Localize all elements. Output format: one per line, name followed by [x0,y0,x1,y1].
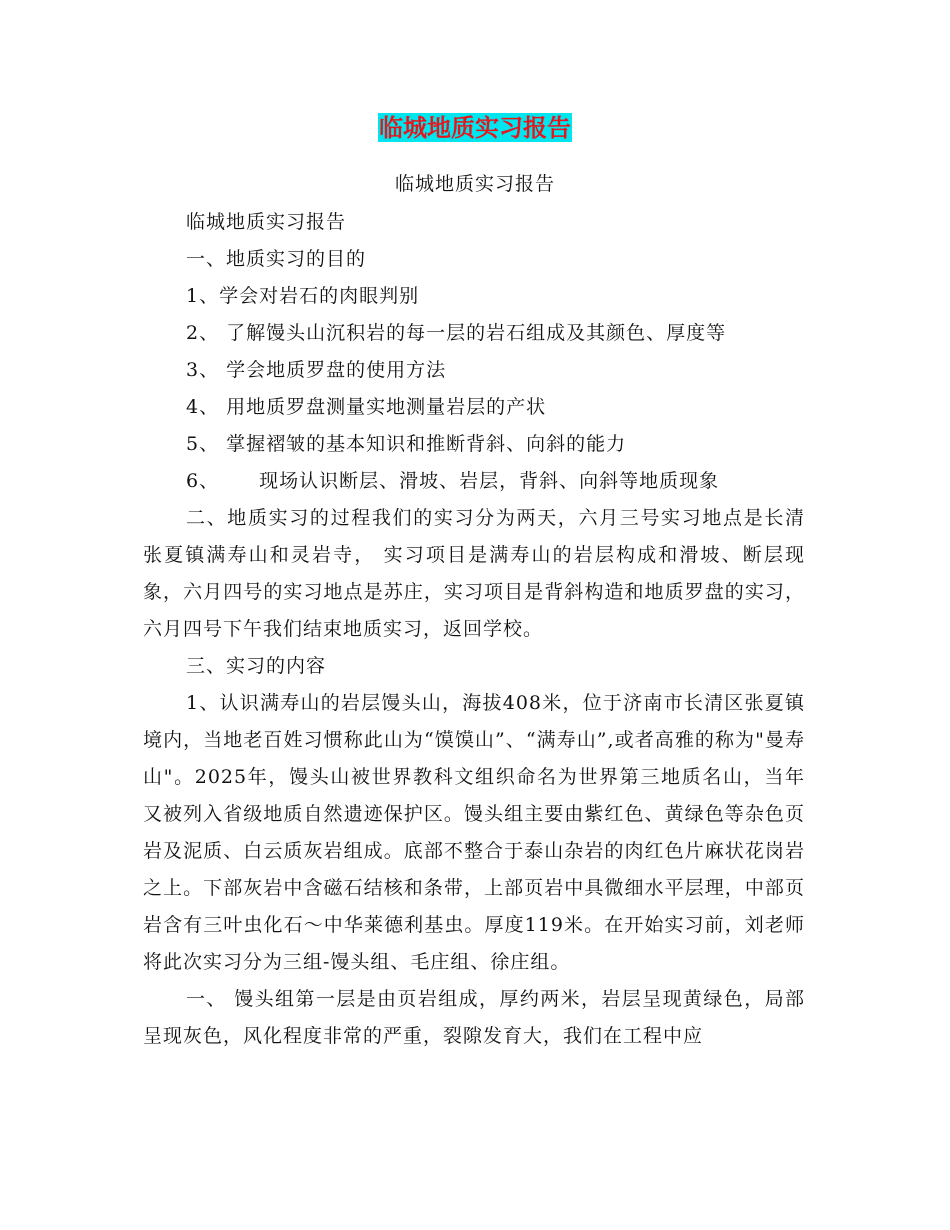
purpose-item-1: 1、学会对岩石的肉眼判别 [186,285,420,307]
paragraph-heading: 临城地质实习报告 [186,211,347,233]
document-title [0,112,950,144]
document-body [143,204,805,1055]
purpose-item-6-text: 现场认识断层、滑坡、岩层，背斜、向斜等地质现象 [259,470,720,492]
purpose-item-5: 5、 掌握褶皱的基本知识和推断背斜、向斜的能力 [186,433,627,455]
purpose-item-6-number: 6、 [186,470,220,492]
document-subtitle: 临城地质实习报告 [394,173,555,195]
section-process-paragraph: 二、地质实习的过程我们的实习分为两天，六月三号实习地点是长清张夏镇满寿山和灵岩寺， 实习项目是满寿山的岩层构成和滑坡、断层现象，六月四号的实习地点是苏庄，实习项目是背斜构造和地质罗盘的实习，六月四号下午我们结束地质实习，返回学校。 [143,507,805,640]
purpose-item-4: 4、 用地质罗盘测量实地测量岩层的产状 [186,396,547,418]
content-paragraph-2: 一、 馒头组第一层是由页岩组成，厚约两米，岩层呈现黄绿色，局部呈现灰色，风化程度非常的严重，裂隙发育大，我们在工程中应 [143,988,805,1047]
purpose-item-2: 2、 了解馒头山沉积岩的每一层的岩石组成及其颜色、厚度等 [186,322,727,344]
section-content-heading: 三、实习的内容 [186,655,327,677]
document-title-text: 临城地质实习报告 [379,113,571,142]
purpose-item-3: 3、 学会地质罗盘的使用方法 [186,359,447,381]
section-purpose-heading: 一、地质实习的目的 [186,248,367,270]
purpose-item-6 [143,463,805,500]
content-paragraph-1: 1、认识满寿山的岩层馒头山，海拔408米，位于济南市长清区张夏镇境内，当地老百姓习惯称此山为“馍馍山”、“满寿山”,或者高雅的称为"曼寿山"。2025年，馒头山被世界教科文组织命名为世界第三地质名山，当年又被列入省级地质自然遗迹保护区。馒头组主要由紫红色、黄绿色等杂色页岩及泥质、白云质灰岩组成。底部不整合于泰山杂岩的肉红色片麻状花岗岩之上。下部灰岩中含磁石结核和条带，上部页岩中具微细水平层理，中部页岩含有三叶虫化石～中华莱德利基虫。厚度119米。在开始实习前，刘老师将此次实习分为三组-馒头组、毛庄组、徐庄组。 [143,692,805,973]
